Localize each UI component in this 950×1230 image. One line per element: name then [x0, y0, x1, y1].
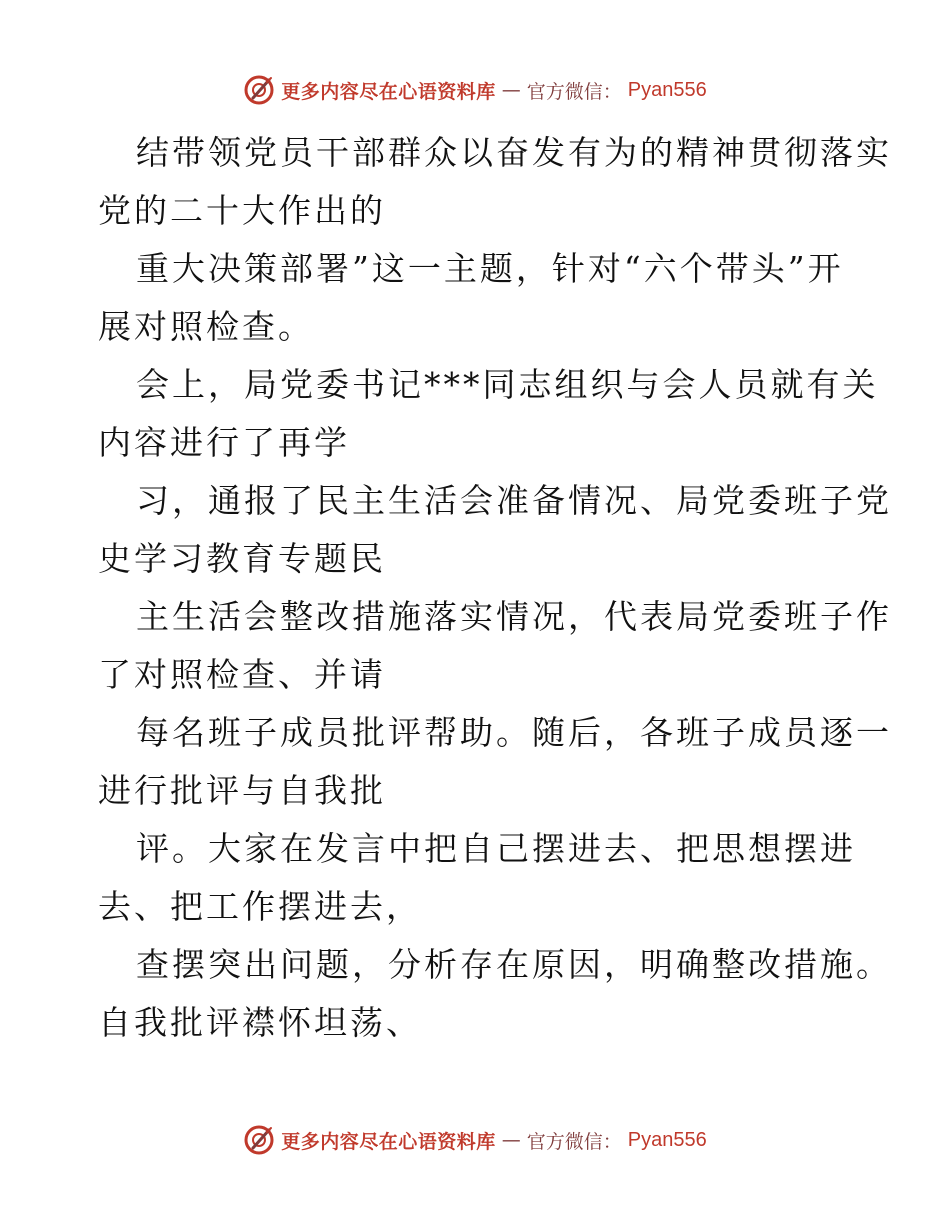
body-line: 主生活会整改措施落实情况，代表局党委班子作	[136, 597, 892, 636]
brand-logo-icon	[243, 74, 275, 106]
body-line: 会上，局党委书记***同志组织与会人员就有关	[136, 365, 879, 404]
body-line: 进行批评与自我批	[98, 771, 386, 810]
body-line: 展对照检查。	[98, 307, 314, 346]
body-line: 去、把工作摆进去，	[98, 887, 422, 926]
body-line: 了对照检查、并请	[98, 655, 386, 694]
banner-text: 更多内容尽在心语资料库	[281, 1130, 496, 1153]
wechat-id: Pyan556	[627, 1128, 707, 1151]
body-line: 结带领党员干部群众以奋发有为的精神贯彻落实	[136, 133, 892, 172]
brand-logo-icon	[243, 1124, 275, 1156]
body-line: 史学习教育专题民	[98, 539, 386, 578]
body-line: 每名班子成员批评帮助。随后，各班子成员逐一	[136, 713, 892, 752]
footer-banner	[0, 1122, 950, 1158]
body-line: 内容进行了再学	[98, 423, 350, 462]
body-line: 党的二十大作出的	[98, 191, 386, 230]
body-line: 评。大家在发言中把自己摆进去、把思想摆进	[136, 829, 856, 868]
banner-separator: —	[501, 1129, 521, 1151]
body-line: 重大决策部署”这一主题，针对“六个带头”开	[136, 249, 844, 288]
body-line: 习，通报了民主生活会准备情况、局党委班子党	[136, 481, 892, 520]
wechat-id: Pyan556	[627, 78, 707, 101]
body-line: 自我批评襟怀坦荡、	[98, 1003, 422, 1042]
banner-text: 更多内容尽在心语资料库	[281, 80, 496, 103]
wechat-label: 官方微信：	[526, 80, 622, 103]
document-body	[98, 124, 892, 1052]
banner-separator: —	[501, 79, 521, 101]
header-banner	[0, 72, 950, 108]
wechat-label: 官方微信：	[526, 1130, 622, 1153]
body-line: 查摆突出问题，分析存在原因，明确整改措施。	[136, 945, 892, 984]
